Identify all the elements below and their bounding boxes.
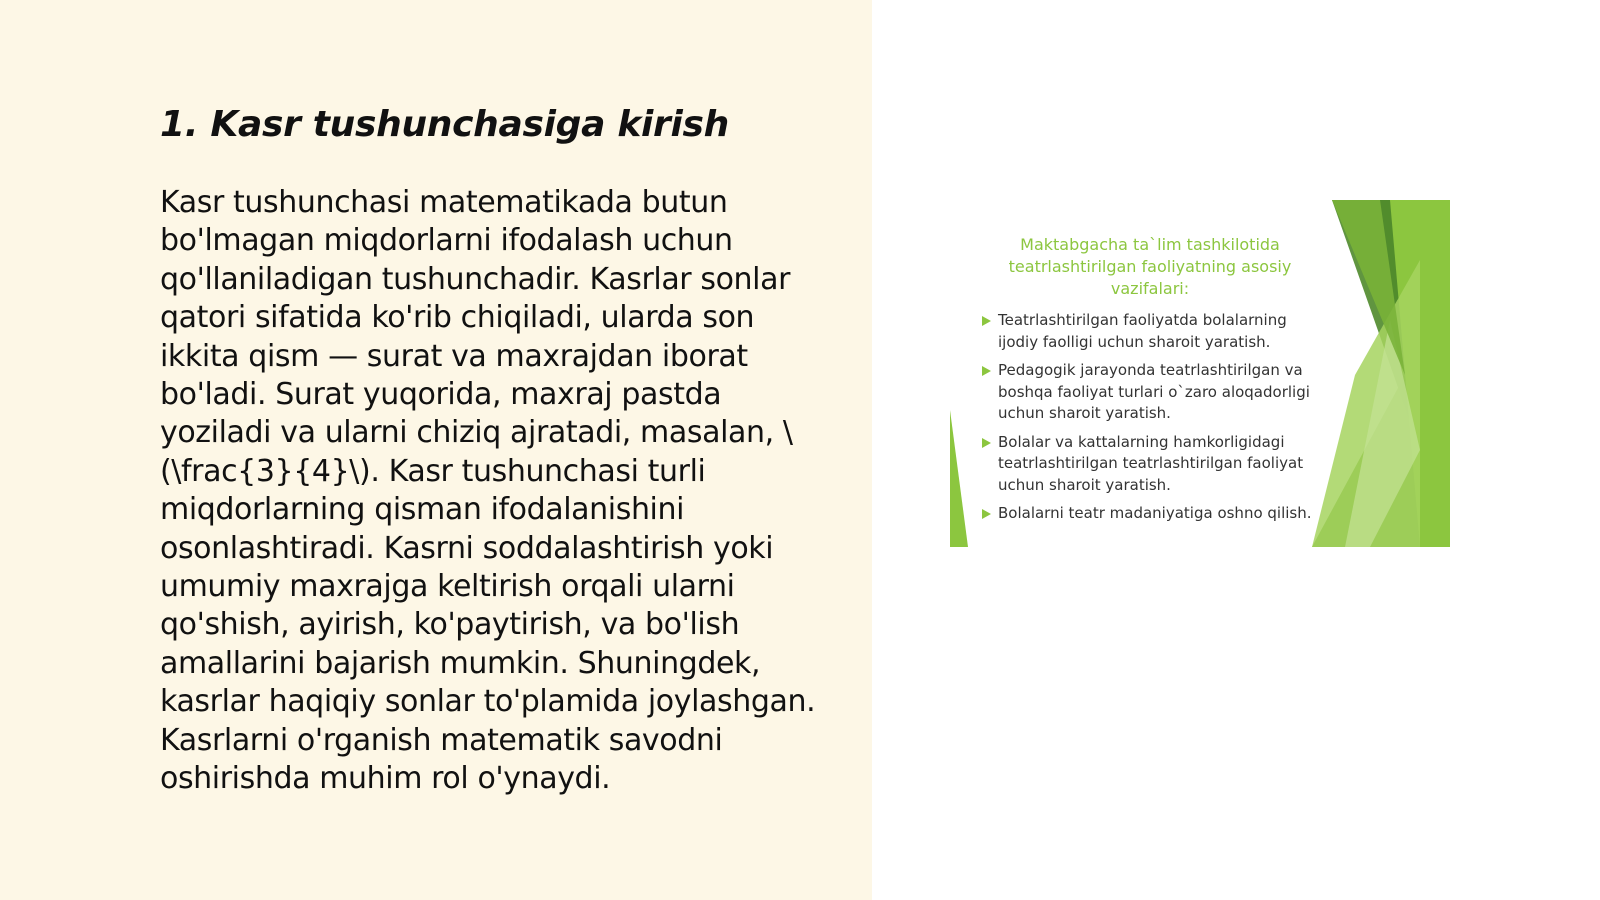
embedded-slide-image	[950, 200, 1450, 547]
triangle-bullet-icon	[982, 438, 991, 448]
list-item	[982, 503, 1327, 525]
triangle-bullet-icon	[982, 316, 991, 326]
triangle-bullet-icon	[982, 509, 991, 519]
slide-body-text: Kasr tushunchasi matematikada butun bo'lmagan miqdorlarni ifodalash uchun qo'llaniladigan tushunchadir. Kasrlar sonlar qatori sifatida ko'rib chiqiladi, ularda son ikkita qism — surat va maxrajdan iborat bo'ladi. Surat yuqorida, maxraj pastda yoziladi va ularni chiziq ajratadi, masalan, \(\frac{3}{4}\). Kasr tushunchasi turli miqdorlarning qisman ifodalanishini osonlashtiradi. Kasrni soddalashtirish yoki umumiy maxrajga keltirish orqali ularni qo'shish, ayirish, ko'paytirish, va bo'lish amallarini bajarish mumkin. Shuningdek, kasrlar haqiqiy sonlar to'plamida joylashgan. Kasrlarni o'rganish matematik savodni oshirishda muhim rol o'ynaydi.	[160, 185, 816, 797]
image-title: Maktabgacha ta`lim tashkilotida teatrlashtirilgan faoliyatning asosiy vazifalari:	[1008, 235, 1292, 298]
image-bullet-list	[982, 310, 1327, 532]
list-item-text: Bolalarni teatr madaniyatiga oshno qilish.	[998, 504, 1312, 522]
triangle-bullet-icon	[982, 366, 991, 376]
list-item	[982, 432, 1327, 497]
list-item-text: Bolalar va kattalarning hamkorligidagi teatrlashtirilgan teatrlashtirilgan faoliyat uchun sharoit yaratish.	[998, 432, 1304, 494]
list-item-text: Teatrlashtirilgan faoliyatda bolalarning ijodiy faolligi uchun sharoit yaratish.	[998, 311, 1287, 351]
list-item	[982, 310, 1327, 353]
list-item	[982, 360, 1327, 425]
list-item-text: Pedagogik jarayonda teatrlashtirilgan va boshqa faoliyat turlari o`zaro aloqadorligi uchun sharoit yaratish.	[998, 361, 1310, 422]
slide-title: 1. Kasr tushunchasiga kirish	[160, 104, 729, 145]
